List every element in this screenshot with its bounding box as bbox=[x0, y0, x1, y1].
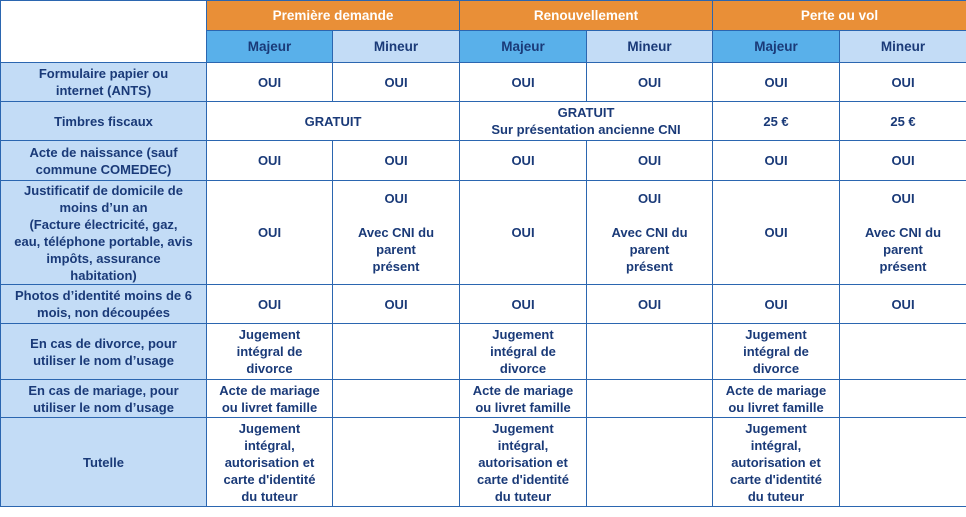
cell-line: OUI bbox=[637, 153, 662, 168]
cell-line: Acte de mariage bbox=[725, 382, 827, 398]
header-renouvellement: Renouvellement bbox=[460, 1, 713, 31]
cell-line: eau, téléphone portable, avis bbox=[14, 233, 193, 249]
cell-line: Jugement bbox=[492, 327, 554, 342]
cell-majeur bbox=[460, 141, 587, 181]
cell-line: intégral de bbox=[490, 344, 556, 359]
cell-mineur bbox=[333, 324, 460, 380]
cell-line: intégral de bbox=[743, 344, 809, 359]
cell-majeur bbox=[713, 324, 840, 380]
cell-majeur bbox=[713, 285, 840, 324]
cell-mineur bbox=[333, 141, 460, 181]
cell-majeur bbox=[207, 181, 333, 285]
cell-line: GRATUIT bbox=[557, 105, 615, 120]
cell-majeur bbox=[713, 141, 840, 181]
cell-line: intégral, bbox=[750, 437, 802, 453]
cell-line: habitation) bbox=[70, 267, 137, 283]
cell-line: divorce bbox=[246, 361, 293, 376]
cell-line: OUI bbox=[384, 191, 408, 206]
table-row bbox=[1, 181, 966, 285]
cell-line: carte d'identité bbox=[477, 471, 569, 487]
cell-renouvellement bbox=[460, 102, 713, 141]
cell-line bbox=[844, 207, 962, 224]
cell-line: commune COMEDEC) bbox=[35, 161, 172, 177]
cell-line: Justificatif de domicile de bbox=[24, 182, 183, 198]
cell-line: OUI bbox=[257, 153, 282, 168]
subheader-mineur: Mineur bbox=[587, 31, 713, 63]
cell-line: OUI bbox=[384, 153, 408, 168]
header-perte-ou-vol: Perte ou vol bbox=[713, 1, 966, 31]
cell-majeur bbox=[207, 285, 333, 324]
cell-line: OUI bbox=[511, 296, 535, 312]
row-label bbox=[1, 380, 207, 418]
cell-majeur bbox=[460, 324, 587, 380]
cell-line: OUI bbox=[764, 296, 788, 312]
cell-line: mois, non découpées bbox=[37, 305, 170, 320]
cell-mineur bbox=[840, 418, 966, 507]
cell-line: carte d'identité bbox=[223, 471, 316, 487]
cell-line: impôts, assurance bbox=[46, 250, 161, 266]
cell-majeur bbox=[460, 63, 587, 102]
cell-mineur bbox=[840, 380, 966, 418]
cell-line: présent bbox=[626, 259, 673, 274]
cell-perte-majeur bbox=[713, 102, 840, 141]
cell-line: ou livret famille bbox=[728, 399, 824, 415]
cell-line: OUI bbox=[637, 74, 662, 90]
cell-line: Timbres fiscaux bbox=[54, 113, 153, 129]
table-body bbox=[1, 63, 966, 507]
cell-mineur bbox=[333, 63, 460, 102]
cell-line: OUI bbox=[511, 153, 535, 168]
row-label bbox=[1, 324, 207, 380]
cell-line: Jugement bbox=[238, 420, 301, 436]
cell-majeur bbox=[207, 324, 333, 380]
cell-majeur bbox=[207, 418, 333, 507]
row-label bbox=[1, 181, 207, 285]
cell-majeur bbox=[460, 285, 587, 324]
cell-mineur bbox=[587, 141, 713, 181]
cell-majeur bbox=[207, 141, 333, 181]
table-row bbox=[1, 324, 966, 380]
table-row bbox=[1, 380, 966, 418]
cell-line: autorisation et bbox=[224, 454, 315, 470]
cell-majeur bbox=[713, 63, 840, 102]
cell-line: 25 € bbox=[890, 113, 916, 129]
cell-line: Acte de mariage bbox=[472, 382, 574, 398]
cell-line: OUI bbox=[764, 74, 788, 90]
cell-line: internet (ANTS) bbox=[55, 83, 152, 98]
cell-line: autorisation et bbox=[478, 454, 568, 470]
cell-line: Acte de naissance (sauf bbox=[29, 144, 178, 160]
row-label bbox=[1, 285, 207, 324]
cell-line: GRATUIT bbox=[304, 113, 362, 129]
cell-line: Tutelle bbox=[83, 454, 124, 470]
cell-line: Jugement bbox=[492, 420, 554, 436]
cell-mineur bbox=[840, 324, 966, 380]
cell-line: présent bbox=[879, 259, 927, 274]
cell-line: Avec CNI du bbox=[357, 225, 435, 240]
cell-line: OUI bbox=[511, 74, 535, 90]
cell-line: OUI bbox=[891, 296, 915, 312]
cell-mineur bbox=[840, 63, 966, 102]
group-header-row bbox=[1, 1, 966, 31]
cell-mineur bbox=[587, 63, 713, 102]
cell-line: OUI bbox=[384, 296, 408, 312]
cell-line: utiliser le nom d’usage bbox=[33, 399, 174, 415]
cell-line: intégral de bbox=[236, 344, 303, 359]
cell-line: divorce bbox=[752, 361, 800, 376]
cell-line: moins d’un an bbox=[59, 199, 148, 215]
cell-majeur bbox=[207, 380, 333, 418]
cell-line: Acte de mariage bbox=[219, 382, 320, 398]
cell-mineur bbox=[587, 380, 713, 418]
cell-majeur bbox=[713, 181, 840, 285]
cell-line: Photos d’identité moins de 6 bbox=[15, 288, 192, 303]
row-label bbox=[1, 63, 207, 102]
cell-majeur bbox=[713, 418, 840, 507]
cell-line: Avec CNI du bbox=[611, 225, 688, 240]
cell-mineur bbox=[840, 141, 966, 181]
cell-line: OUI bbox=[891, 191, 915, 206]
cell-line: (Facture électricité, gaz, bbox=[29, 216, 178, 232]
cell-line: parent bbox=[376, 242, 416, 257]
table-row bbox=[1, 141, 966, 181]
cell-mineur bbox=[333, 380, 460, 418]
cell-line: 25 € bbox=[763, 113, 789, 129]
cell-line: ou livret famille bbox=[221, 399, 318, 415]
cell-line: parent bbox=[883, 242, 923, 257]
cell-mineur bbox=[587, 285, 713, 324]
row-label bbox=[1, 418, 207, 507]
cell-mineur bbox=[333, 285, 460, 324]
cell-perte-mineur bbox=[840, 102, 966, 141]
cell-line: parent bbox=[629, 242, 670, 257]
table-row bbox=[1, 102, 966, 141]
cell-line: divorce bbox=[499, 361, 547, 376]
cell-mineur bbox=[333, 181, 460, 285]
cell-line bbox=[337, 207, 455, 224]
cell-line: du tuteur bbox=[494, 488, 552, 504]
cell-line: OUI bbox=[257, 225, 282, 240]
cell-line: intégral, bbox=[497, 437, 549, 453]
cell-line: En cas de divorce, pour bbox=[30, 335, 177, 351]
cell-mineur bbox=[840, 285, 966, 324]
cell-line: Sur présentation ancienne CNI bbox=[491, 122, 681, 137]
cell-mineur bbox=[333, 418, 460, 507]
cell-line: OUI bbox=[891, 153, 915, 168]
cell-line: utiliser le nom d’usage bbox=[33, 352, 174, 368]
subheader-mineur: Mineur bbox=[333, 31, 460, 63]
cell-line: En cas de mariage, pour bbox=[28, 382, 179, 398]
cell-line: Jugement bbox=[745, 420, 807, 436]
cell-line: Jugement bbox=[238, 327, 301, 342]
row-label bbox=[1, 141, 207, 181]
cell-majeur bbox=[460, 181, 587, 285]
subheader-mineur: Mineur bbox=[840, 31, 966, 63]
cell-line: du tuteur bbox=[241, 488, 298, 504]
cell-line: OUI bbox=[764, 153, 788, 168]
cell-line: OUI bbox=[257, 296, 282, 312]
cell-line: OUI bbox=[637, 296, 662, 312]
cell-majeur bbox=[460, 418, 587, 507]
cell-line: autorisation et bbox=[731, 454, 821, 470]
subheader-majeur: Majeur bbox=[460, 31, 587, 63]
cell-line: OUI bbox=[511, 225, 535, 240]
subheader-majeur: Majeur bbox=[713, 31, 840, 63]
cell-majeur bbox=[207, 63, 333, 102]
cell-majeur bbox=[460, 380, 587, 418]
cell-line: OUI bbox=[764, 225, 788, 240]
cell-line: du tuteur bbox=[747, 488, 805, 504]
cell-line: OUI bbox=[257, 74, 282, 90]
subheader-majeur: Majeur bbox=[207, 31, 333, 63]
cell-line: présent bbox=[372, 259, 420, 274]
cell-line bbox=[591, 207, 708, 224]
cell-premiere-demande bbox=[207, 102, 460, 141]
cell-line: carte d'identité bbox=[730, 471, 822, 487]
cell-line: Jugement bbox=[745, 327, 807, 342]
cell-line: OUI bbox=[891, 74, 915, 90]
cell-line: OUI bbox=[637, 191, 662, 206]
cell-majeur bbox=[713, 380, 840, 418]
cell-line: OUI bbox=[384, 74, 408, 90]
cell-line: intégral, bbox=[244, 437, 295, 453]
cell-line: Formulaire papier ou bbox=[38, 66, 169, 81]
table-row bbox=[1, 63, 966, 102]
header-premiere-demande: Première demande bbox=[207, 1, 460, 31]
row-label bbox=[1, 102, 207, 141]
table-row bbox=[1, 285, 966, 324]
cell-line: ou livret famille bbox=[475, 399, 571, 415]
corner-cell bbox=[1, 1, 207, 63]
cell-mineur bbox=[587, 324, 713, 380]
table-row bbox=[1, 418, 966, 507]
cell-mineur bbox=[840, 181, 966, 285]
cell-mineur bbox=[587, 418, 713, 507]
cell-line: Avec CNI du bbox=[864, 225, 942, 240]
cell-mineur bbox=[587, 181, 713, 285]
